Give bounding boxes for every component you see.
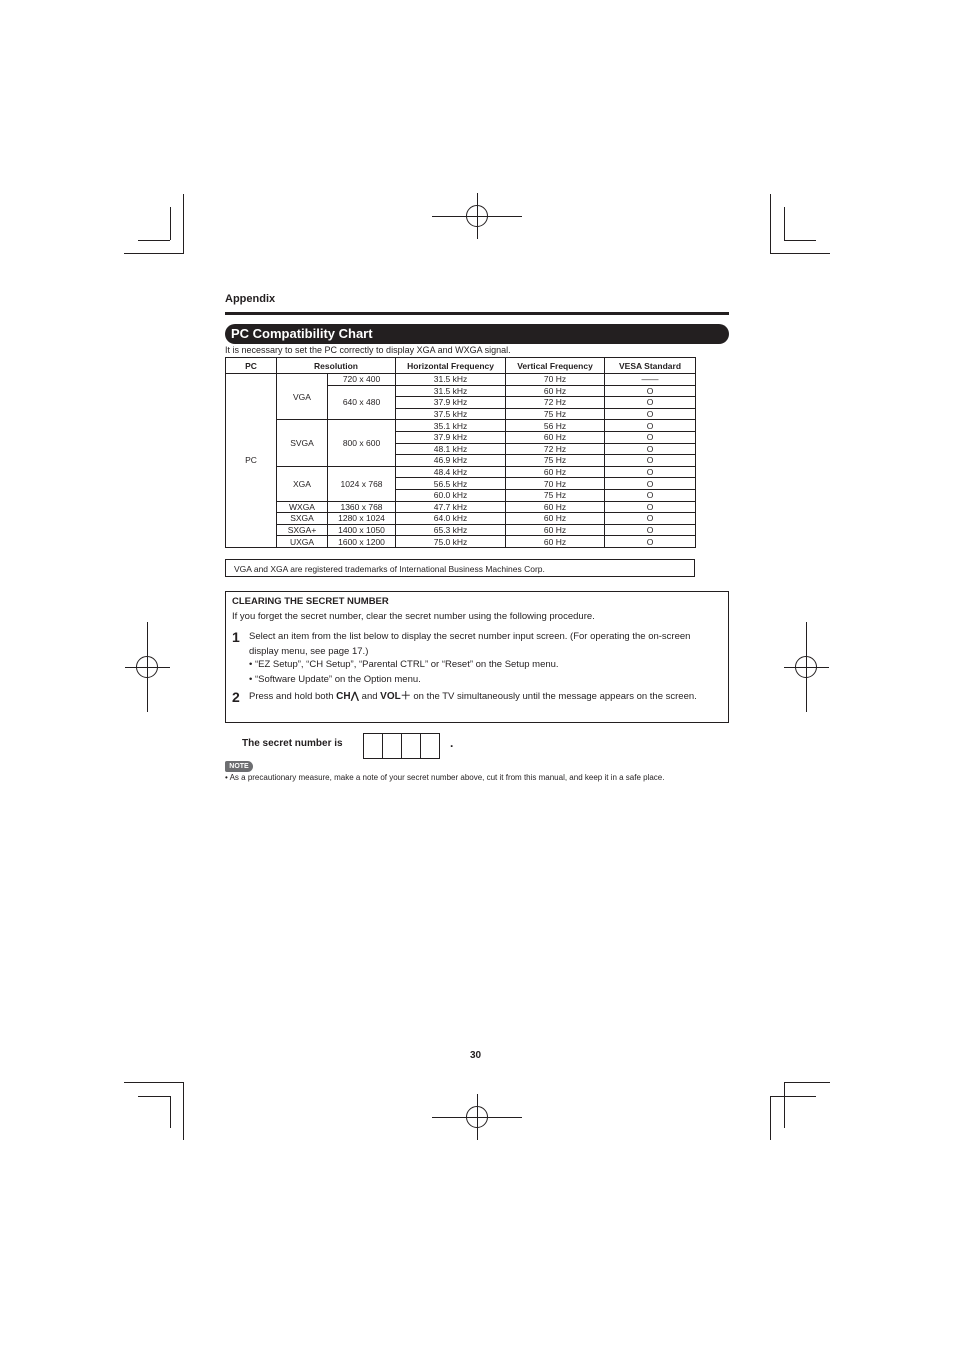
step-1-text: Select an item from the list below to display the secret number input screen. (For operating the on-screen display menu, see page 17.) — [249, 631, 691, 657]
resolution-cell: 1400 x 1050 — [328, 524, 396, 536]
volume-up-key: VOL＋ — [380, 691, 411, 702]
vesa-cell: O — [605, 466, 696, 478]
vesa-cell: O — [605, 408, 696, 420]
v-freq-cell: 72 Hz — [506, 397, 605, 409]
h-freq-cell: 48.1 kHz — [396, 443, 506, 455]
v-freq-cell: 70 Hz — [506, 374, 605, 386]
h-freq-cell: 65.3 kHz — [396, 524, 506, 536]
vesa-cell: O — [605, 524, 696, 536]
vesa-cell: O — [605, 501, 696, 513]
channel-up-key: CH⋀ — [336, 691, 360, 702]
secret-digit-box — [363, 733, 383, 759]
header-rule — [225, 312, 729, 315]
step-2-mid: and — [361, 691, 378, 702]
h-freq-cell: 60.0 kHz — [396, 489, 506, 501]
pc-compatibility-table — [225, 357, 696, 548]
v-freq-cell: 60 Hz — [506, 431, 605, 443]
secret-number-period: . — [450, 736, 454, 750]
table-row — [226, 513, 696, 525]
v-freq-cell: 60 Hz — [506, 466, 605, 478]
note-badge: NOTE — [225, 761, 253, 772]
vesa-cell: O — [605, 397, 696, 409]
resolution-cell: 1600 x 1200 — [328, 536, 396, 548]
h-freq-cell: 37.9 kHz — [396, 397, 506, 409]
h-freq-cell: 46.9 kHz — [396, 455, 506, 467]
column-header: PC — [226, 358, 277, 374]
step-2-pre: Press and hold both — [249, 691, 334, 702]
step-1-bullet: • “EZ Setup”, “CH Setup”, “Parental CTRL” or “Reset” on the Setup menu. — [249, 659, 559, 670]
v-freq-cell: 75 Hz — [506, 455, 605, 467]
v-freq-cell: 70 Hz — [506, 478, 605, 490]
mode-cell: UXGA — [277, 536, 328, 548]
h-freq-cell: 48.4 kHz — [396, 466, 506, 478]
resolution-cell: 720 x 400 — [328, 374, 396, 386]
secret-intro: If you forget the secret number, clear the secret number using the following procedure. — [232, 611, 595, 622]
step-1-bullet: • “Software Update” on the Option menu. — [249, 674, 421, 685]
table-header-row — [226, 358, 696, 374]
vesa-cell: O — [605, 536, 696, 548]
h-freq-cell: 56.5 kHz — [396, 478, 506, 490]
note-text: • As a precautionary measure, make a note of your secret number above, cut it from this manual, and keep it in a safe place. — [225, 773, 665, 782]
vesa-cell: O — [605, 385, 696, 397]
resolution-cell: 1360 x 768 — [328, 501, 396, 513]
h-freq-cell: 75.0 kHz — [396, 536, 506, 548]
vesa-cell: O — [605, 489, 696, 501]
column-header: VESA Standard — [605, 358, 696, 374]
resolution-cell: 800 x 600 — [328, 420, 396, 466]
v-freq-cell: 60 Hz — [506, 501, 605, 513]
h-freq-cell: 37.5 kHz — [396, 408, 506, 420]
h-freq-cell: 64.0 kHz — [396, 513, 506, 525]
column-header: Resolution — [277, 358, 396, 374]
column-header: Horizontal Frequency — [396, 358, 506, 374]
h-freq-cell: 31.5 kHz — [396, 374, 506, 386]
h-freq-cell: 35.1 kHz — [396, 420, 506, 432]
table-row — [226, 420, 696, 432]
secret-number-label: The secret number is — [242, 738, 343, 749]
v-freq-cell: 60 Hz — [506, 536, 605, 548]
intro-text: It is necessary to set the PC correctly to display XGA and WXGA signal. — [225, 345, 511, 355]
secret-digit-box — [382, 733, 402, 759]
v-freq-cell: 60 Hz — [506, 385, 605, 397]
secret-number-boxes — [364, 733, 440, 759]
resolution-cell: 1280 x 1024 — [328, 513, 396, 525]
vesa-cell: O — [605, 513, 696, 525]
column-header: Vertical Frequency — [506, 358, 605, 374]
vesa-cell: O — [605, 420, 696, 432]
step-number: 1 — [232, 629, 240, 645]
h-freq-cell: 31.5 kHz — [396, 385, 506, 397]
secret-digit-box — [401, 733, 421, 759]
v-freq-cell: 56 Hz — [506, 420, 605, 432]
mode-cell: WXGA — [277, 501, 328, 513]
mode-cell: VGA — [277, 374, 328, 420]
mode-cell: SXGA — [277, 513, 328, 525]
page-title: PC Compatibility Chart — [231, 326, 373, 341]
v-freq-cell: 72 Hz — [506, 443, 605, 455]
v-freq-cell: 75 Hz — [506, 408, 605, 420]
table-row — [226, 374, 696, 386]
v-freq-cell: 60 Hz — [506, 524, 605, 536]
resolution-cell: 640 x 480 — [328, 385, 396, 420]
page-number: 30 — [470, 1050, 482, 1061]
mode-cell: SVGA — [277, 420, 328, 466]
pc-cell: PC — [226, 374, 277, 548]
vesa-cell: O — [605, 455, 696, 467]
trademark-notice: VGA and XGA are registered trademarks of International Business Machines Corp. — [225, 559, 695, 577]
vesa-cell: O — [605, 478, 696, 490]
step-number: 2 — [232, 689, 240, 705]
table-row — [226, 466, 696, 478]
mode-cell: SXGA+ — [277, 524, 328, 536]
table-row — [226, 536, 696, 548]
step-2-text — [249, 689, 724, 704]
v-freq-cell: 60 Hz — [506, 513, 605, 525]
vesa-cell: O — [605, 431, 696, 443]
secret-digit-box — [420, 733, 440, 759]
secret-section-title: CLEARING THE SECRET NUMBER — [232, 596, 389, 607]
v-freq-cell: 75 Hz — [506, 489, 605, 501]
vesa-cell: O — [605, 443, 696, 455]
h-freq-cell: 37.9 kHz — [396, 431, 506, 443]
step-2-post: on the TV simultaneously until the message appears on the screen. — [413, 691, 697, 702]
table-row — [226, 501, 696, 513]
mode-cell: XGA — [277, 466, 328, 501]
resolution-cell: 1024 x 768 — [328, 466, 396, 501]
vesa-cell: —— — [605, 374, 696, 386]
section-label: Appendix — [225, 293, 276, 305]
h-freq-cell: 47.7 kHz — [396, 501, 506, 513]
table-row — [226, 524, 696, 536]
